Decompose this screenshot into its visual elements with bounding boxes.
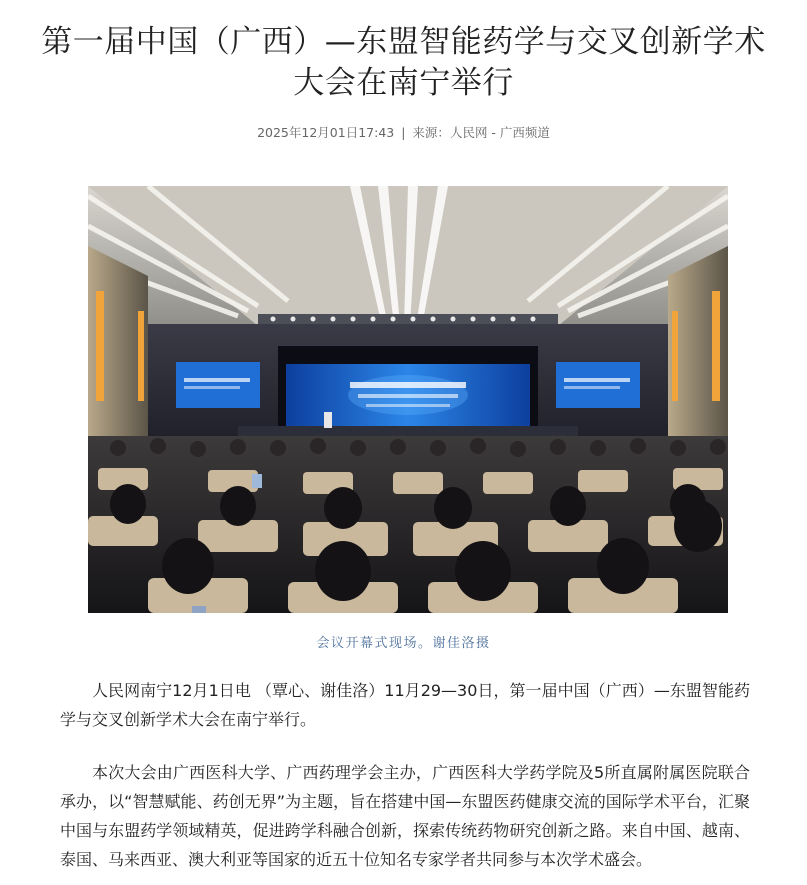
photo-caption: 会议开幕式现场。谢佳洛摄 (316, 636, 491, 651)
source-label: 来源： (412, 125, 450, 140)
article-paragraph: 本次大会由广西医科大学、广西药理学会主办，广西医科大学药学院及5所直属附属医院联合承办，以“智慧赋能、药创无界”为主题，旨在搭建中国—东盟医药健康交流的国际学术平台，汇聚中国与东盟药学领域精英，促进跨学科融合创新，探索传统药物研究创新之路。来自中国、越南、泰国、马来西亚、澳大利亚等国家的近五十位知名专家学者共同参与本次学术盛会。 (60, 763, 750, 869)
article-title: 第一届中国（广西）—东盟智能药学与交叉创新学术大会在南宁举行 (41, 24, 766, 101)
source-link[interactable]: 人民网 - 广西频道 (449, 125, 550, 140)
meta-separator: | (401, 125, 406, 140)
conference-hall-illustration (88, 186, 728, 613)
article-paragraph: 人民网南宁12月1日电 （覃心、谢佳洛）11月29—30日，第一届中国（广西）—东盟智能药学与交叉创新学术大会在南宁举行。 (60, 681, 750, 729)
conference-photo (88, 186, 728, 613)
article-meta (0, 124, 807, 142)
publish-datetime: 2025年12月01日17:43 (257, 125, 395, 140)
